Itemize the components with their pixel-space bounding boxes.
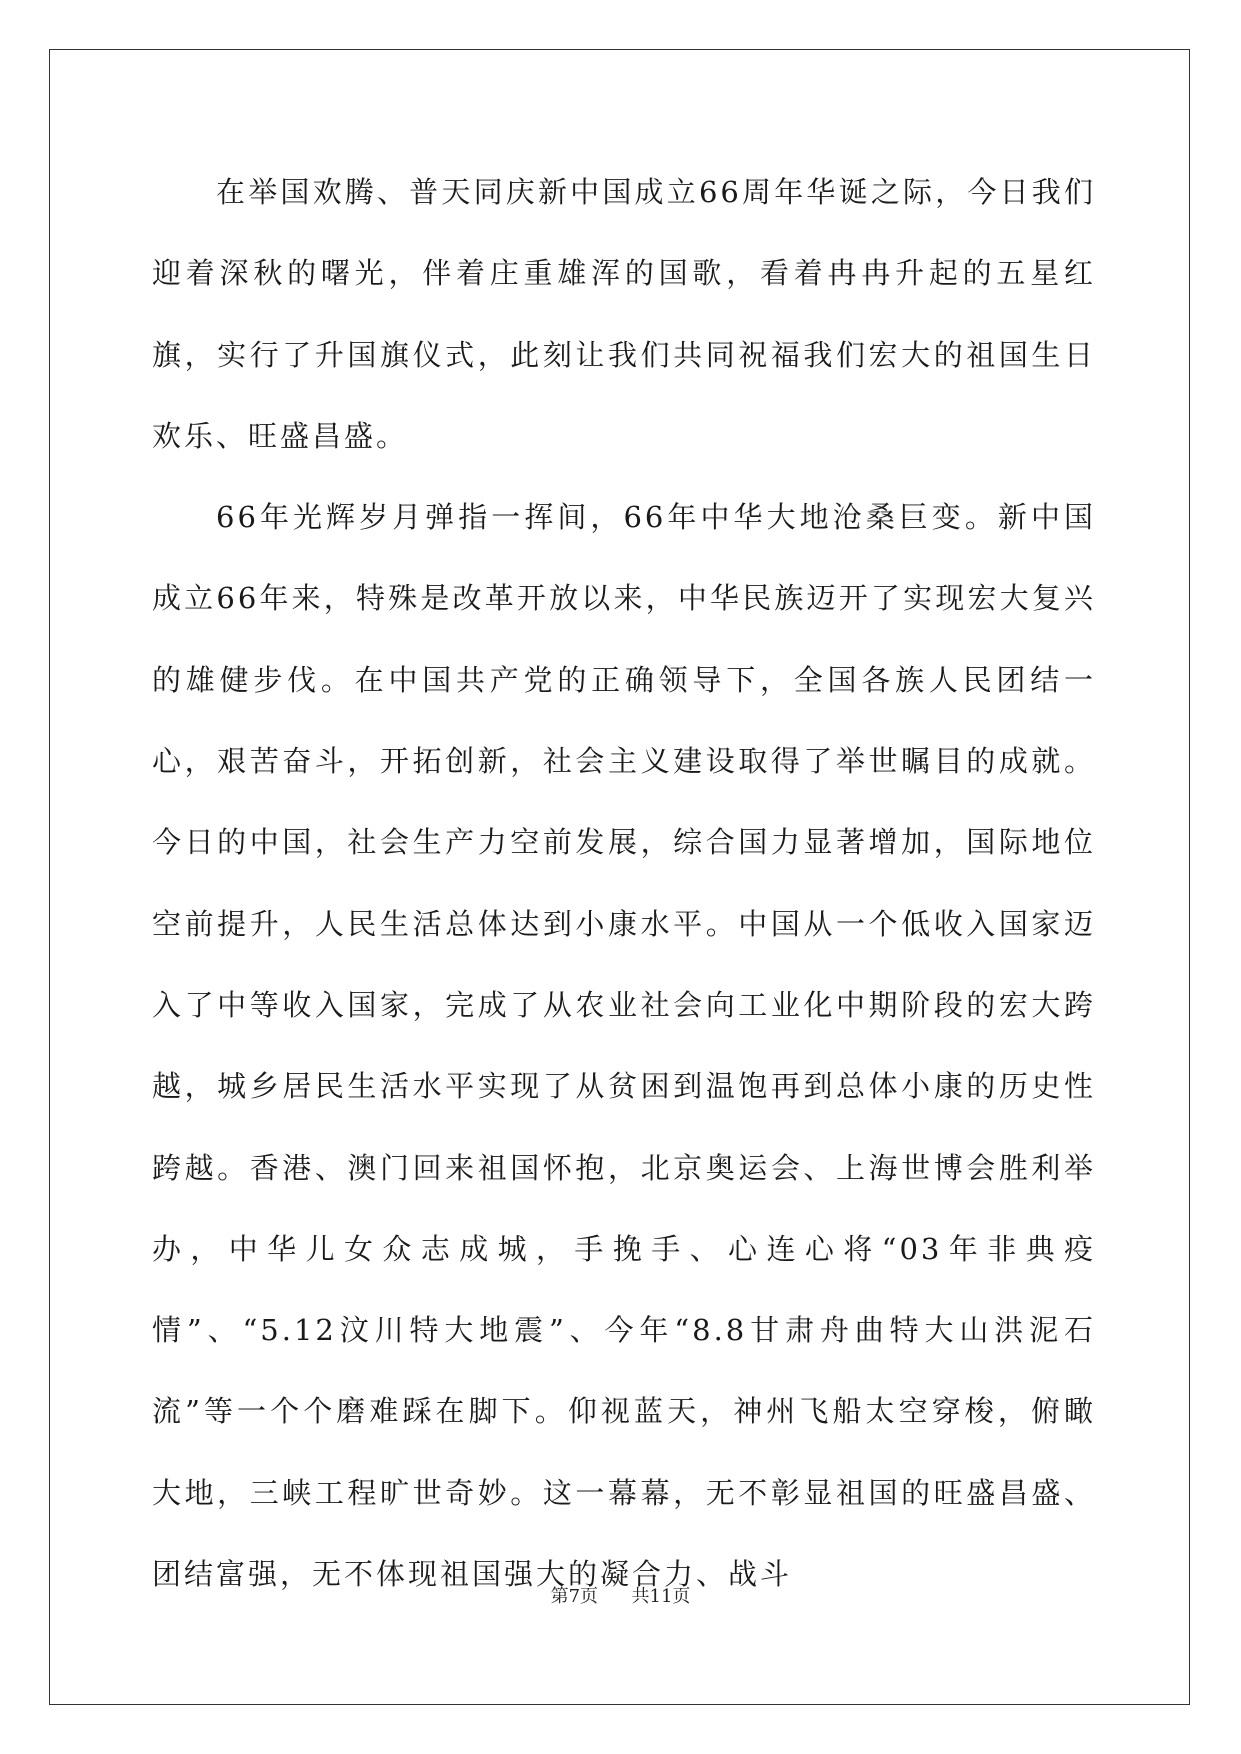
page-total: 共11页 bbox=[631, 1586, 691, 1607]
paragraph-1: 在举国欢腾、普天同庆新中国成立66周年华诞之际，今日我们迎着深秋的曙光，伴着庄重雄浑的国歌，看着冉冉升起的五星红旗，实行了升国旗仪式，此刻让我们共同祝福我们宏大的祖国生日欢乐、旺盛昌盛。 bbox=[152, 175, 1096, 453]
page-footer bbox=[0, 1585, 1241, 1609]
document-body bbox=[152, 152, 1096, 1615]
page-number: 第7页 bbox=[550, 1586, 599, 1607]
paragraph-2: 66年光辉岁月弹指一挥间，66年中华大地沧桑巨变。新中国成立66年来，特殊是改革开放以来，中华民族迈开了实现宏大复兴的雄健步伐。在中国共产党的正确领导下，全国各族人民团结一心，艰苦奋斗，开拓创新，社会主义建设取得了举世瞩目的成就。今日的中国，社会生产力空前发展，综合国力显著增加，国际地位空前提升，人民生活总体达到小康水平。中国从一个低收入国家迈入了中等收入国家，完成了从农业社会向工业化中期阶段的宏大跨越，城乡居民生活水平实现了从贫困到温饱再到总体小康的历史性跨越。香港、澳门回来祖国怀抱，北京奥运会、上海世博会胜利举办，中华儿女众志成城，手挽手、心连心将“03年非典疫情”、“5.12汶川特大地震”、今年“8.8甘肃舟曲特大山洪泥石流”等一个个磨难踩在脚下。仰视蓝天，神州飞船太空穿梭，俯瞰大地，三峡工程旷世奇妙。这一幕幕，无不彰显祖国的旺盛昌盛、团结富强，无不体现祖国强大的凝合力、战斗 bbox=[152, 500, 1096, 1592]
